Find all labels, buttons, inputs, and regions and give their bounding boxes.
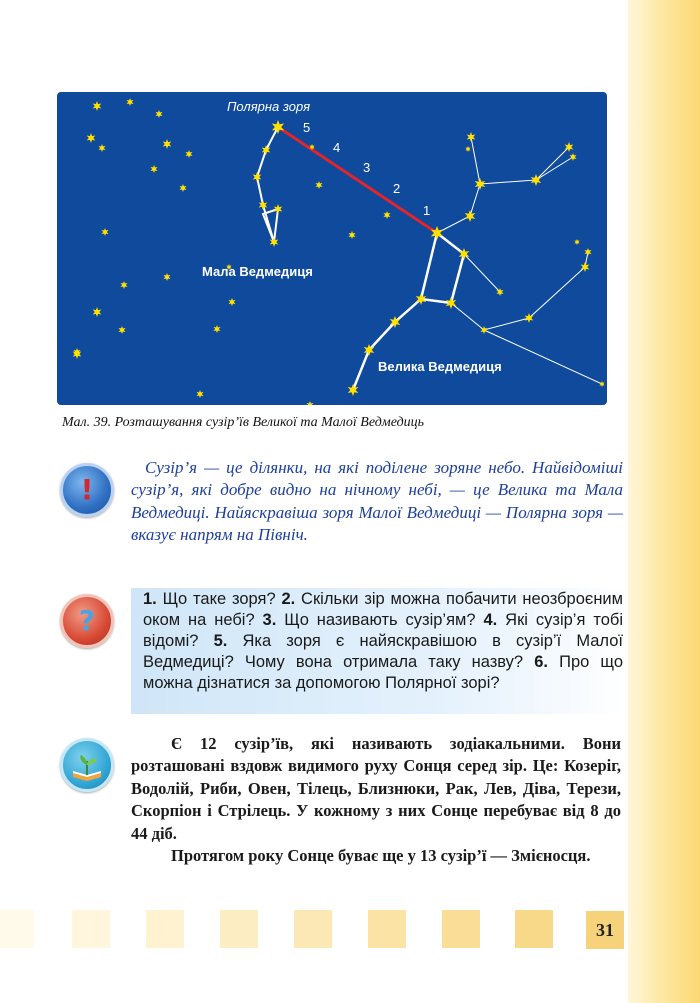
- deco-square: [0, 910, 34, 948]
- question-glyph: ?: [78, 604, 96, 637]
- star: [348, 384, 358, 396]
- star: [119, 326, 126, 334]
- info-paragraph-1: Є 12 сузір’їв, які називають зодіакальними. Вони розташовані вздовж видимого руху Сонця серед зір. Це: Козеріг, Водолій, Риби, Овен, Тілець, Близнюки, Рак, Лев, Діва, Терези, Скорпіон і Стрілець. У кожному з них Сонце перебуває від 8 до 44 діб.: [131, 734, 621, 843]
- star: [465, 146, 470, 152]
- polaris-label: Полярна зоря: [227, 99, 311, 114]
- star: [102, 228, 109, 236]
- question-1: Що таке зоря?: [156, 590, 282, 608]
- star: [585, 248, 592, 256]
- star: [186, 150, 193, 158]
- star: [156, 110, 163, 118]
- star: [570, 153, 577, 161]
- star: [481, 326, 488, 334]
- decorative-squares: [0, 910, 628, 950]
- star: [259, 200, 268, 210]
- little-dipper-lines: [257, 127, 278, 242]
- distance-mark-3: 3: [363, 160, 371, 175]
- info-paragraph-2: Протягом року Сонце буває ще у 13 сузір’ї — Змієносця.: [171, 846, 591, 866]
- star: [270, 237, 279, 247]
- star-map-svg: [57, 92, 607, 405]
- exclamation-icon: [60, 463, 114, 517]
- star: [99, 144, 106, 152]
- star: [214, 325, 221, 333]
- star: [164, 273, 171, 281]
- big-dipper-label: Велика Ведмедиця: [378, 359, 502, 374]
- star: [151, 165, 158, 173]
- question-5: Яка зоря є найяскравішою в сузір’ї Малої Ведмедиці? Чому вона отримала таку назву?: [143, 632, 624, 671]
- page-number: 31: [586, 911, 624, 949]
- distance-mark-4: 4: [333, 140, 341, 155]
- star: [93, 101, 102, 111]
- star: [316, 181, 323, 189]
- question-2: Скільки зір можна побачити неозброєним оком на небі?: [143, 590, 623, 629]
- question-num-5: 5.: [213, 632, 228, 650]
- pointer-line: [278, 127, 437, 233]
- star: [599, 381, 604, 387]
- book-plant-glyph: [63, 741, 111, 789]
- question-num-6: 6.: [534, 653, 548, 671]
- question-num-3: 3.: [262, 611, 277, 629]
- deco-square: [368, 910, 406, 948]
- star: [127, 98, 134, 106]
- deco-square: [220, 910, 258, 948]
- distance-mark-5: 5: [303, 120, 311, 135]
- deco-square: [442, 910, 480, 948]
- star: [163, 139, 172, 149]
- star: [229, 298, 236, 306]
- exclamation-glyph: !: [80, 473, 94, 506]
- question-4: Які сузір’я тобі відомі?: [143, 611, 623, 650]
- little-dipper-label: Мала Ведмедиця: [202, 264, 313, 279]
- star: [581, 262, 590, 272]
- star: [197, 390, 204, 398]
- star: [349, 231, 356, 239]
- deco-square: [72, 910, 110, 948]
- star: [87, 133, 96, 143]
- distance-marks: [303, 120, 430, 218]
- star: [262, 145, 271, 155]
- deco-square: [146, 910, 184, 948]
- deco-square: [515, 910, 553, 948]
- star: [384, 211, 391, 219]
- question-num-1: 1.: [143, 590, 157, 608]
- distance-mark-2: 2: [393, 181, 401, 196]
- question-icon: [60, 594, 114, 648]
- question-6: Про що можна дізнатися за допомогою Полярної зорі?: [143, 653, 623, 692]
- question-3: Що називають сузір’ям?: [276, 611, 484, 629]
- star: [525, 313, 534, 323]
- question-num-4: 4.: [483, 611, 498, 629]
- deco-square: [294, 910, 332, 948]
- definition-text: Сузір’я — це ділянки, на які поділене зоряне небо. Найвідоміші сузір’я, які добре видно на нічному небі, — це Велика та Мала Ведмедиці. Найяскравіша зоря Малої Ведмедиці — Полярна зоря — вказує напрям на Північ.: [131, 458, 623, 544]
- star: [180, 184, 187, 192]
- distance-mark-1: 1: [423, 203, 431, 218]
- star: [121, 281, 128, 289]
- question-num-2: 2.: [281, 590, 296, 608]
- info-text: [131, 733, 621, 867]
- questions-text: [143, 589, 623, 694]
- star: [465, 210, 475, 222]
- star: [272, 120, 284, 134]
- star: [467, 132, 476, 142]
- star: [93, 307, 102, 317]
- star: [307, 401, 314, 405]
- page-edge-band: [628, 0, 700, 1003]
- figure-caption: Мал. 39. Розташування сузір’їв Великої та Малої Ведмедиць: [62, 415, 425, 430]
- star: [253, 172, 262, 182]
- star: [574, 239, 579, 245]
- star-map-figure: [57, 92, 607, 405]
- book-plant-icon: [60, 738, 114, 792]
